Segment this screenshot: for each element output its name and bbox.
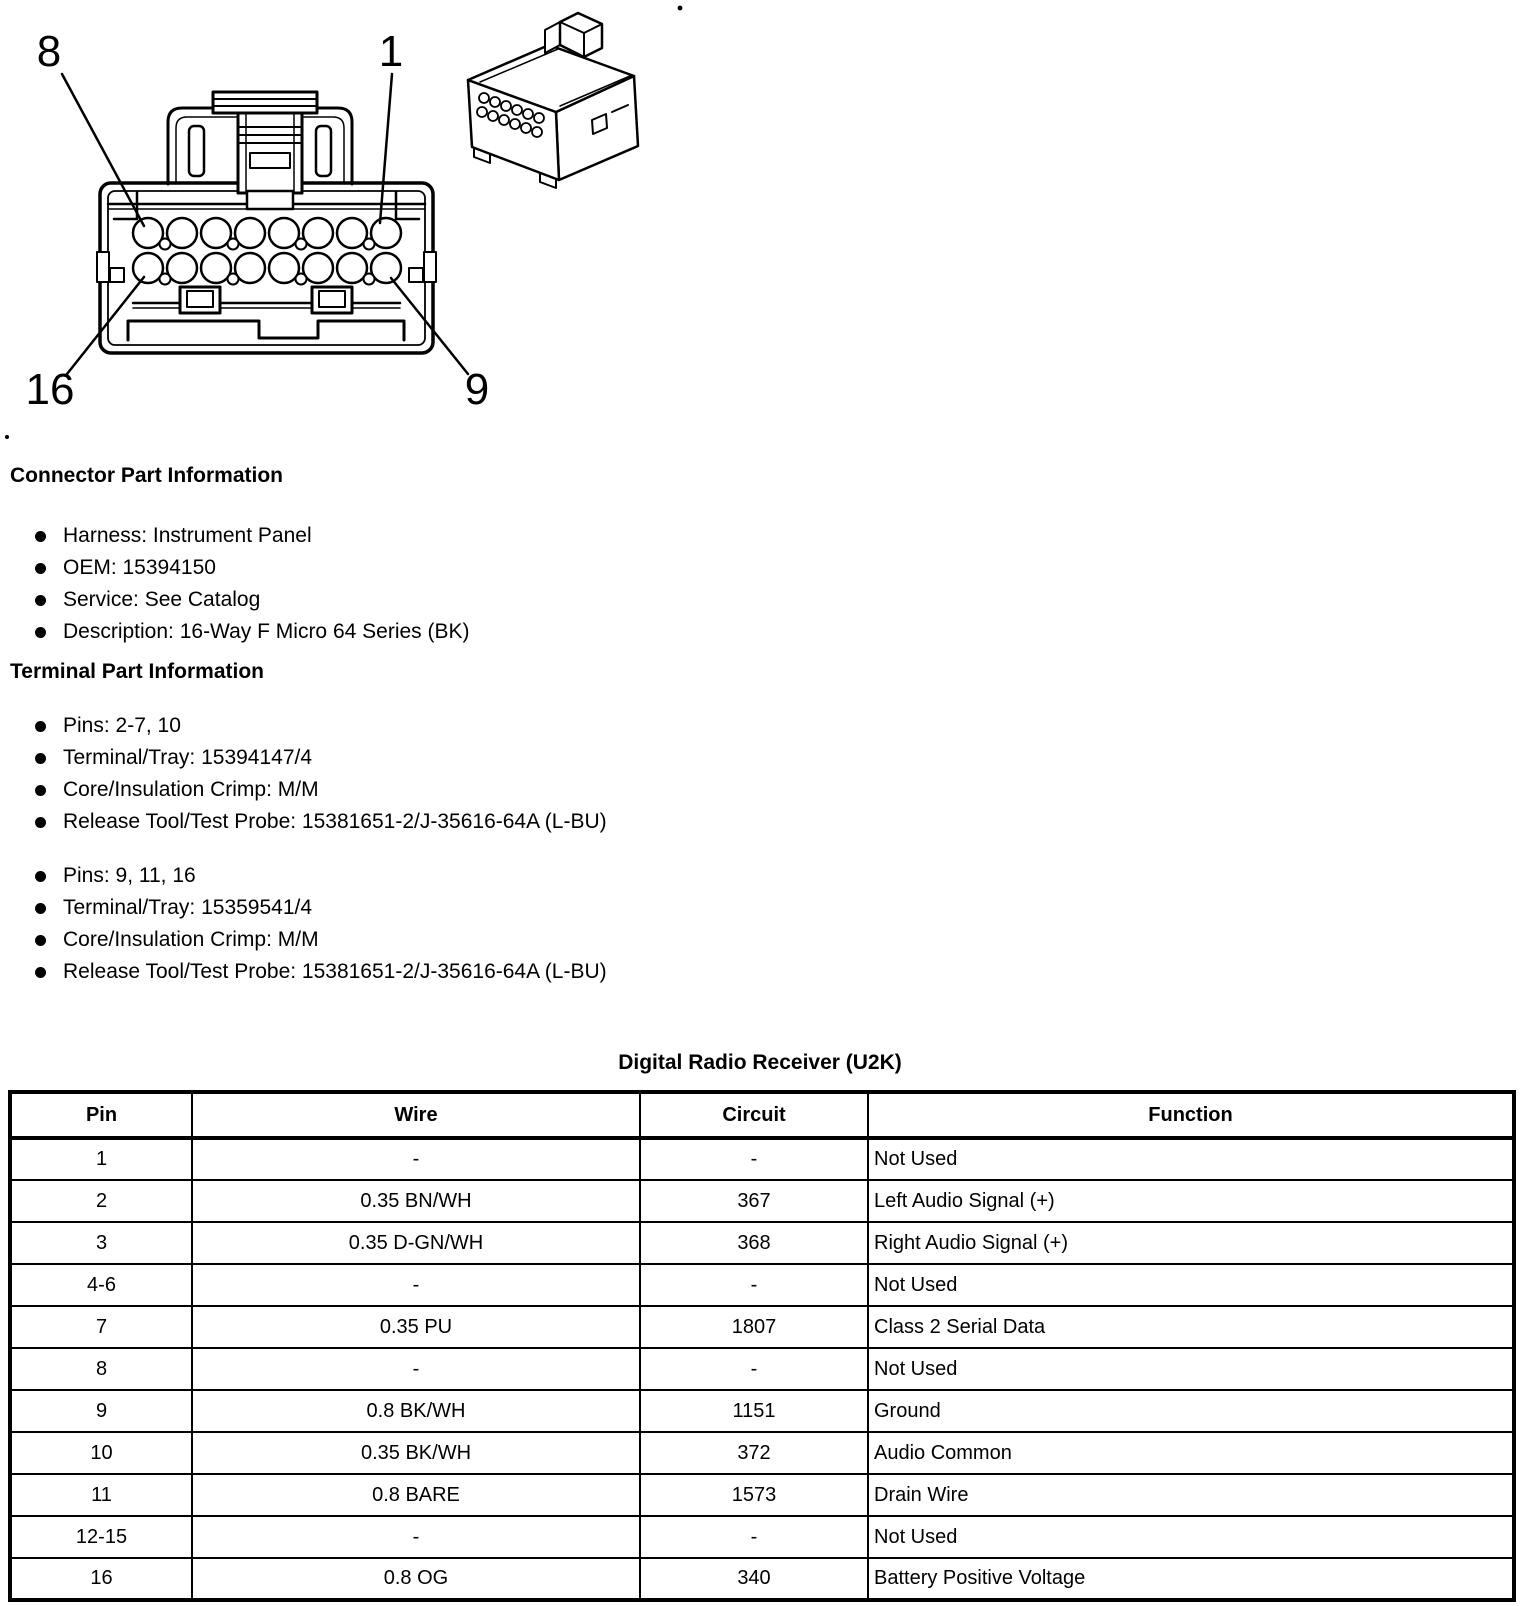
bullet-item-crimp: Core/Insulation Crimp: M/M — [35, 924, 1520, 956]
connector-face-view — [97, 92, 436, 353]
col-header-wire: Wire — [192, 1092, 640, 1138]
col-header-circuit: Circuit — [640, 1092, 868, 1138]
scan-dot — [5, 435, 9, 439]
cell-circuit: 1151 — [640, 1390, 868, 1432]
col-header-function: Function — [868, 1092, 1514, 1138]
table-row — [10, 1138, 1514, 1180]
bullet-item-pins: Pins: 2-7, 10 — [35, 710, 1520, 742]
terminal-info-list-2 — [35, 860, 1520, 988]
bullet-item-pins: Pins: 9, 11, 16 — [35, 860, 1520, 892]
connector-info-list — [35, 520, 1520, 648]
pinout-table — [8, 1090, 1516, 1602]
cell-circuit: 340 — [640, 1558, 868, 1600]
cell-pin: 9 — [10, 1390, 192, 1432]
cell-wire: 0.35 BK/WH — [192, 1432, 640, 1474]
cell-pin: 7 — [10, 1306, 192, 1348]
cell-function: Left Audio Signal (+) — [868, 1180, 1514, 1222]
cell-function: Not Used — [868, 1264, 1514, 1306]
table-row — [10, 1222, 1514, 1264]
table-row — [10, 1306, 1514, 1348]
cell-function: Class 2 Serial Data — [868, 1306, 1514, 1348]
cell-circuit: - — [640, 1138, 868, 1180]
cell-circuit: - — [640, 1516, 868, 1558]
cell-pin: 2 — [10, 1180, 192, 1222]
connector-pinout-diagram — [0, 0, 700, 448]
cell-pin: 4-6 — [10, 1264, 192, 1306]
col-header-pin: Pin — [10, 1092, 192, 1138]
cell-pin: 10 — [10, 1432, 192, 1474]
cell-function: Not Used — [868, 1138, 1514, 1180]
pin-label-1: 1 — [378, 27, 404, 76]
table-title: Digital Radio Receiver (U2K) — [618, 1051, 902, 1074]
scan-dot — [678, 6, 683, 11]
cell-pin: 3 — [10, 1222, 192, 1264]
cell-wire: - — [192, 1264, 640, 1306]
table-row — [10, 1180, 1514, 1222]
cell-wire: 0.35 PU — [192, 1306, 640, 1348]
table-header-row — [10, 1092, 1514, 1138]
cell-circuit: - — [640, 1348, 868, 1390]
table-row — [10, 1432, 1514, 1474]
cell-wire: - — [192, 1516, 640, 1558]
cell-function: Battery Positive Voltage — [868, 1558, 1514, 1600]
cell-circuit: - — [640, 1264, 868, 1306]
pin-label-8: 8 — [36, 27, 62, 76]
pin-label-9: 9 — [464, 365, 490, 414]
terminal-info-heading: Terminal Part Information — [10, 660, 264, 683]
bullet-item-terminal-tray: Terminal/Tray: 15394147/4 — [35, 742, 1520, 774]
table-row — [10, 1558, 1514, 1600]
cell-pin: 11 — [10, 1474, 192, 1516]
key-slots — [180, 287, 352, 313]
pin-cavities-top-row — [133, 218, 401, 250]
cell-circuit: 367 — [640, 1180, 868, 1222]
bullet-item-crimp: Core/Insulation Crimp: M/M — [35, 774, 1520, 806]
cell-circuit: 368 — [640, 1222, 868, 1264]
table-row — [10, 1474, 1514, 1516]
table-row — [10, 1516, 1514, 1558]
cell-pin: 8 — [10, 1348, 192, 1390]
cell-circuit: 1573 — [640, 1474, 868, 1516]
pin-cavities-bottom-row — [133, 253, 401, 285]
connector-info-heading: Connector Part Information — [10, 464, 284, 487]
cell-function: Ground — [868, 1390, 1514, 1432]
table-row — [10, 1348, 1514, 1390]
cell-wire: - — [192, 1348, 640, 1390]
cell-pin: 16 — [10, 1558, 192, 1600]
table-row — [10, 1390, 1514, 1432]
cell-wire: 0.35 D-GN/WH — [192, 1222, 640, 1264]
terminal-info-list-1 — [35, 710, 1520, 838]
cell-circuit: 372 — [640, 1432, 868, 1474]
bullet-item-description: Description: 16-Way F Micro 64 Series (BK) — [35, 616, 1520, 648]
bullet-item-oem: OEM: 15394150 — [35, 552, 1520, 584]
cell-pin: 1 — [10, 1138, 192, 1180]
cell-function: Drain Wire — [868, 1474, 1514, 1516]
bullet-item-harness: Harness: Instrument Panel — [35, 520, 1520, 552]
bullet-item-service: Service: See Catalog — [35, 584, 1520, 616]
bullet-item-terminal-tray: Terminal/Tray: 15359541/4 — [35, 892, 1520, 924]
cell-wire: 0.35 BN/WH — [192, 1180, 640, 1222]
bullet-item-release-tool: Release Tool/Test Probe: 15381651-2/J-35616-64A (L-BU) — [35, 806, 1520, 838]
cell-wire: 0.8 BK/WH — [192, 1390, 640, 1432]
cell-function: Not Used — [868, 1348, 1514, 1390]
cell-pin: 12-15 — [10, 1516, 192, 1558]
connector-3d-view — [468, 13, 638, 188]
cell-function: Audio Common — [868, 1432, 1514, 1474]
cell-function: Not Used — [868, 1516, 1514, 1558]
bullet-item-release-tool: Release Tool/Test Probe: 15381651-2/J-35616-64A (L-BU) — [35, 956, 1520, 988]
pin-label-16: 16 — [25, 365, 75, 414]
cell-function: Right Audio Signal (+) — [868, 1222, 1514, 1264]
cell-wire: 0.8 OG — [192, 1558, 640, 1600]
cell-circuit: 1807 — [640, 1306, 868, 1348]
cell-wire: 0.8 BARE — [192, 1474, 640, 1516]
cell-wire: - — [192, 1138, 640, 1180]
table-row — [10, 1264, 1514, 1306]
